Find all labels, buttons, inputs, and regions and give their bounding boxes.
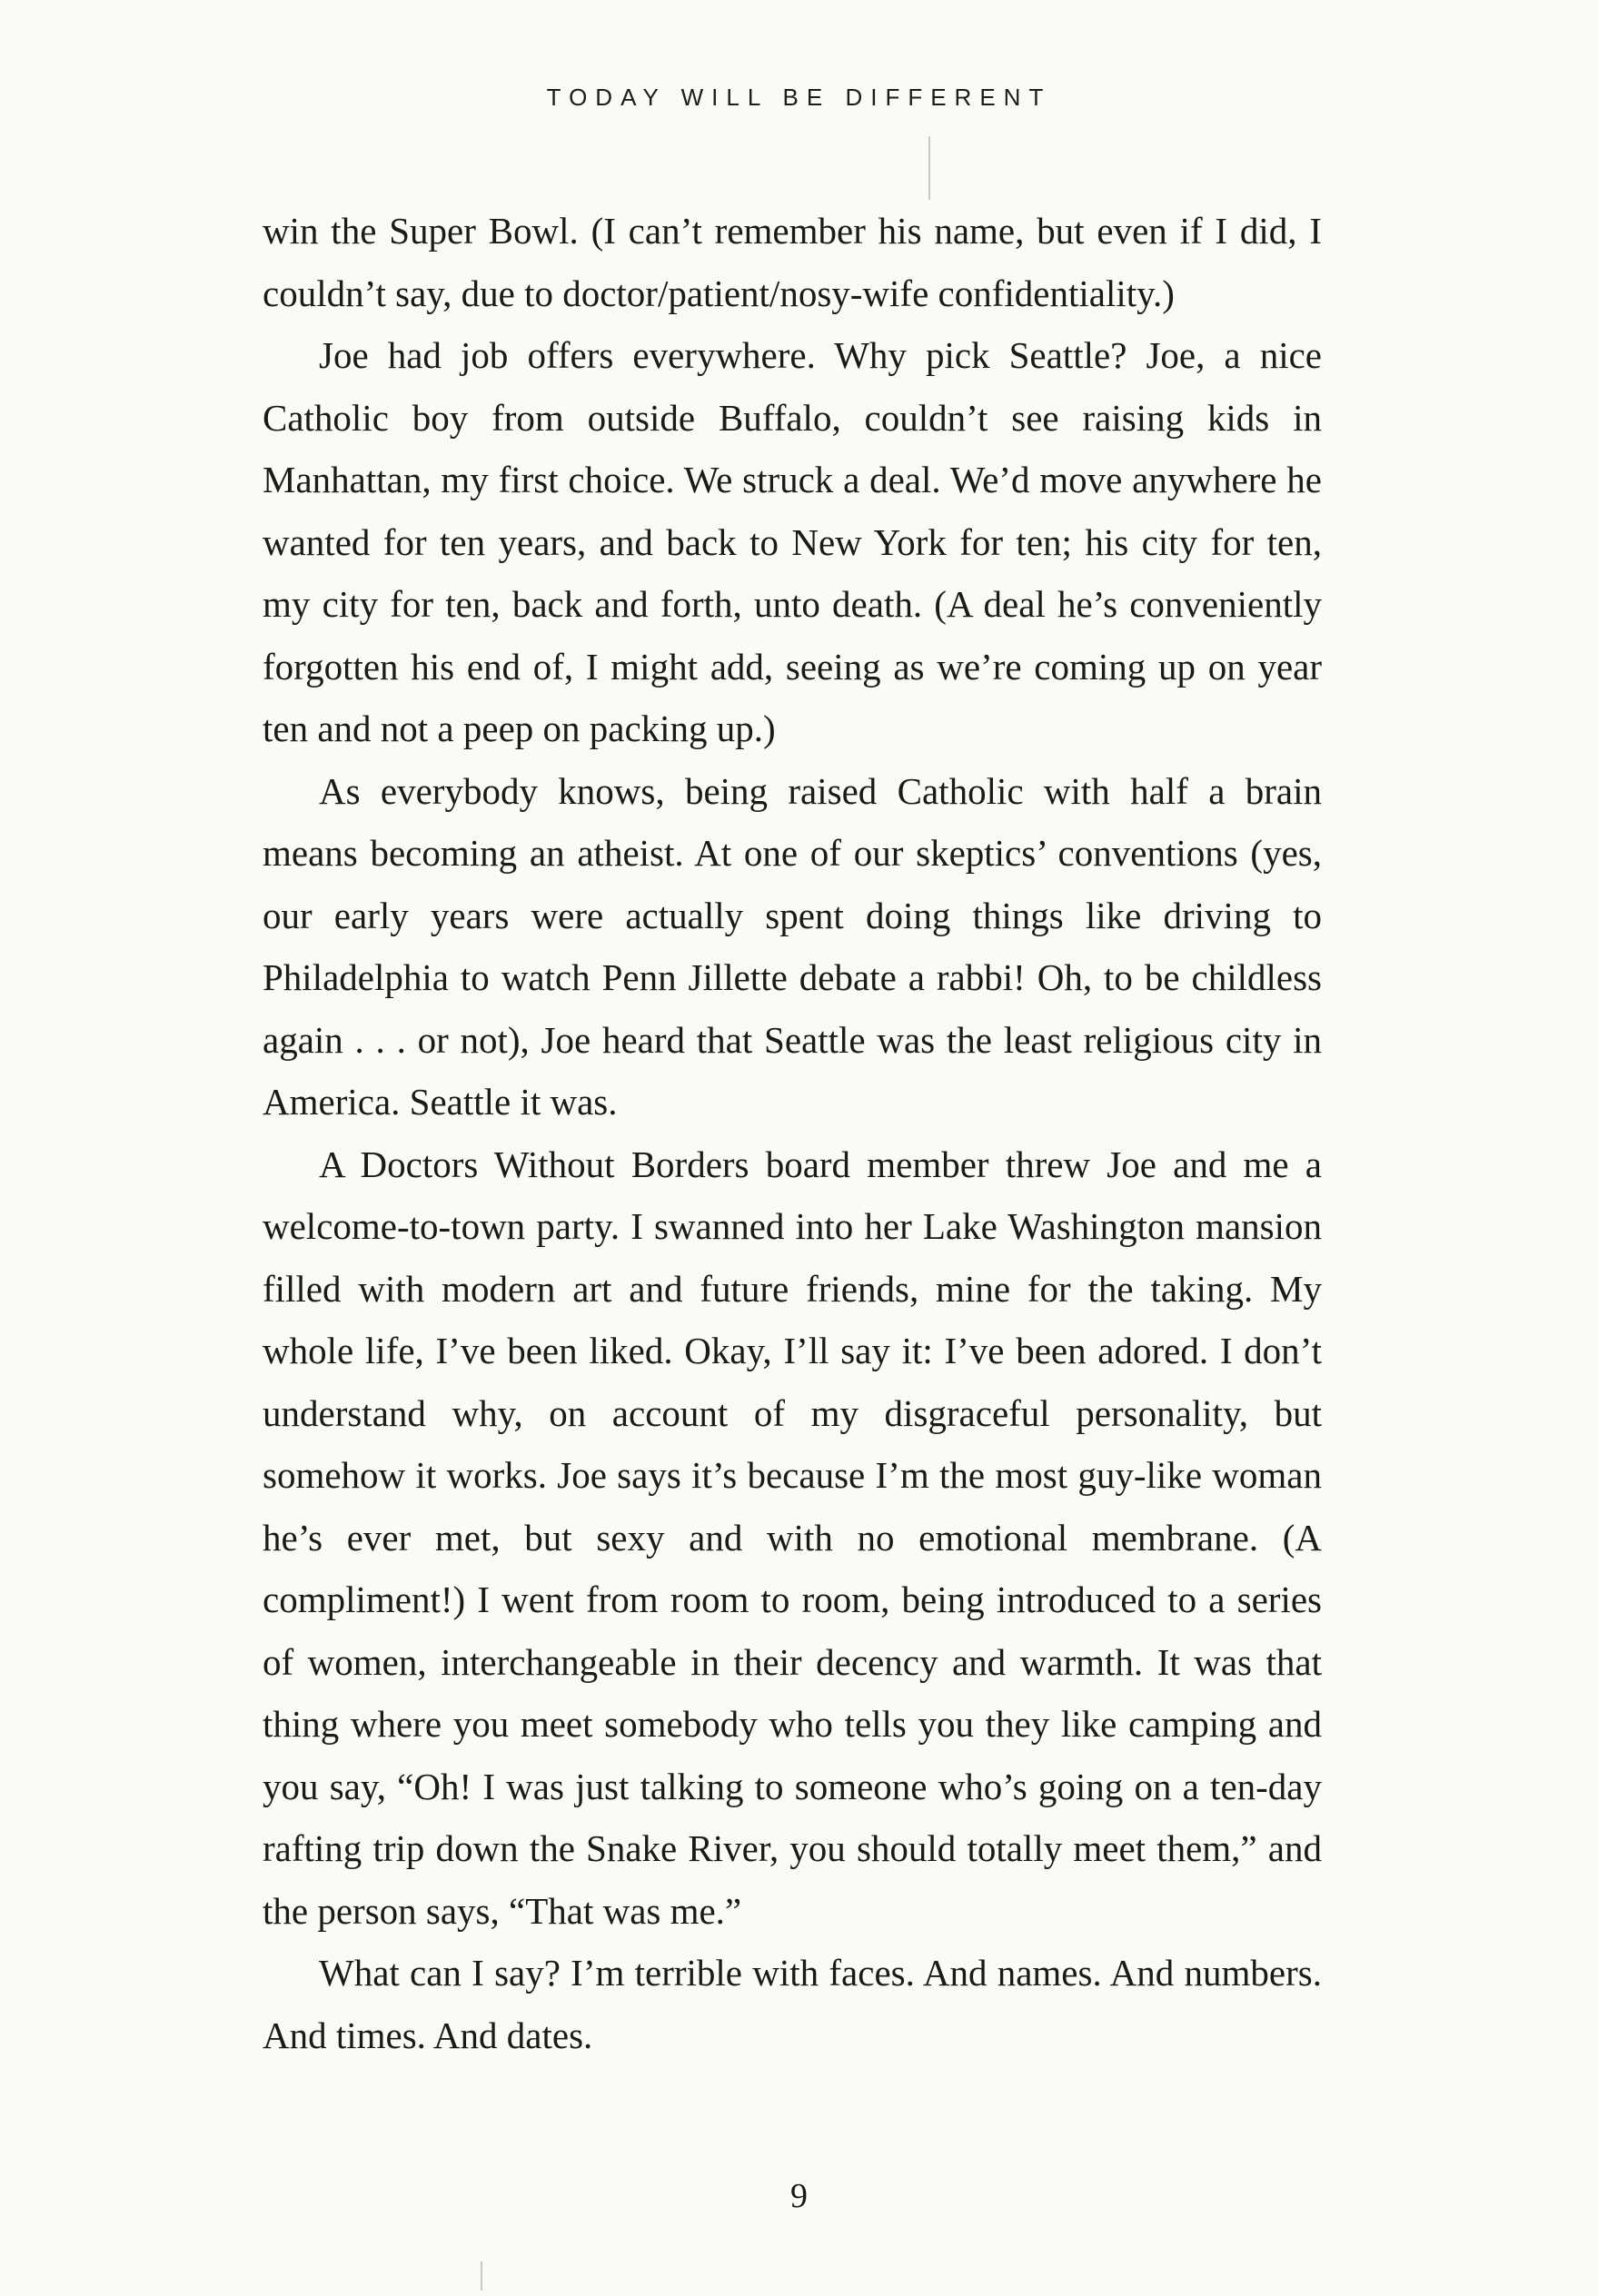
- page-number: 9: [790, 2177, 808, 2215]
- body-text: [263, 200, 1322, 2066]
- running-head: TODAY WILL BE DIFFERENT: [546, 84, 1052, 111]
- scan-artifact-line: [481, 2261, 482, 2291]
- paragraph-5: What can I say? I’m terrible with faces. And names. And numbers. And times. And dates.: [263, 1952, 1322, 2056]
- paragraph-1: win the Super Bowl. (I can’t remember his name, but even if I did, I couldn’t say, due to doctor/patient/nosy-wife confidentiality.): [263, 210, 1322, 314]
- scan-artifact-line: [928, 136, 930, 200]
- paragraph-4: A Doctors Without Borders board member threw Joe and me a welcome-to-town party. I swanned into her Lake Washington mansion filled with modern art and future friends, mine for the taking. My whole life, I’ve been liked. Okay, I’ll say it: I’ve been adored. I don’t understand why, on account of my disgraceful personality, but somehow it works. Joe says it’s because I’m the most guy-like woman he’s ever met, but sexy and with no emotional membrane. (A compliment!) I went from room to room, being introduced to a series of women, interchangeable in their decency and warmth. It was that thing where you meet somebody who tells you they like camping and you say, “Oh! I was just talking to someone who’s going on a ten-day rafting trip down the Snake River, you should totally meet them,” and the person says, “That was me.”: [263, 1143, 1322, 1932]
- paragraph-2: Joe had job offers everywhere. Why pick Seattle? Joe, a nice Catholic boy from outside Buffalo, couldn’t see raising kids in Manhattan, my first choice. We struck a deal. We’d move anywhere he wanted for ten years, and back to New York for ten; his city for ten, my city for ten, back and forth, unto death. (A deal he’s conveniently forgotten his end of, I might add, seeing as we’re coming up on year ten and not a peep on packing up.): [263, 334, 1322, 749]
- paragraph-3: As everybody knows, being raised Catholic with half a brain means becoming an atheist. At one of our skeptics’ conventions (yes, our early years were actually spent doing things like driving to Philadelphia to watch Penn Jillette debate a rabbi! Oh, to be childless again . . . or not), Joe heard that Seattle was the least religious city in America. Seattle it was.: [263, 769, 1322, 1123]
